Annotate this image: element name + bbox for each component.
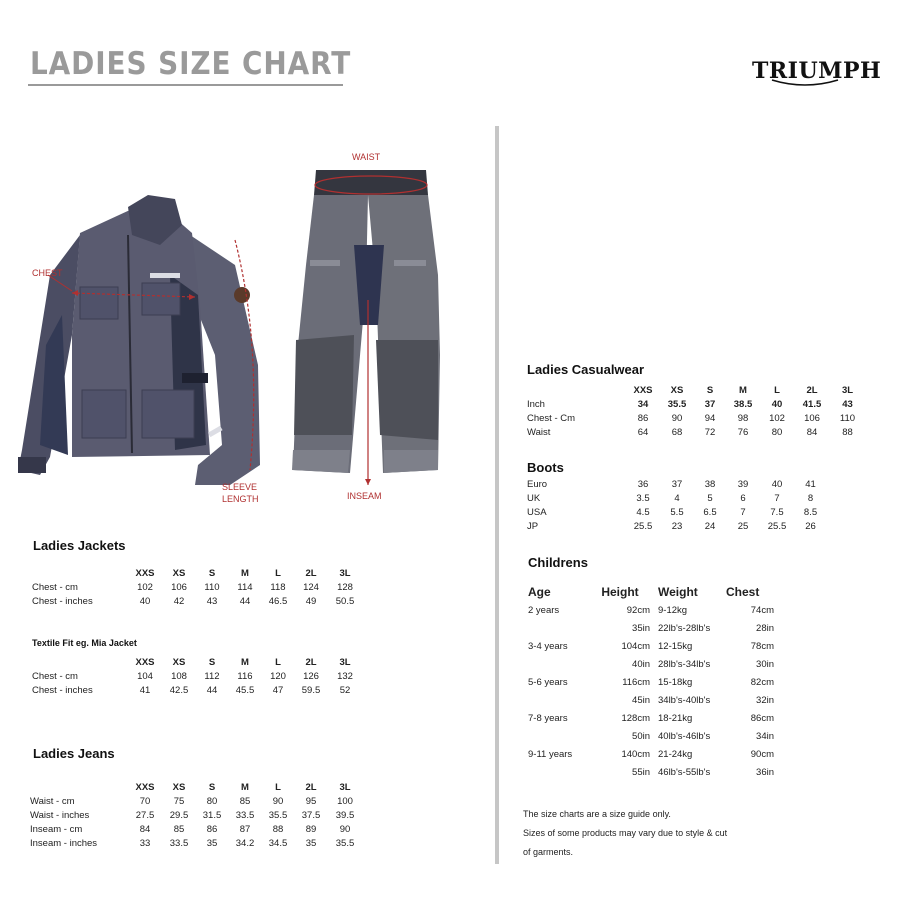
table-row [528,763,774,781]
table-header-row [30,780,362,794]
weight-kg-cell: 9-12kg [658,604,688,616]
chest-in-cell: 34in [756,730,774,742]
height-in-cell: 55in [632,766,650,778]
height-cm-cell: 140cm [621,748,650,760]
size-header: XS [670,384,684,396]
weight-kg-cell: 21-24kg [658,748,693,760]
weight-lb-cell: 28lb's-34lb's [658,658,711,670]
size-header: S [706,384,714,396]
size-header: 3L [339,781,351,793]
cell: 128 [337,581,353,593]
age-cell: 7-8 years [528,712,568,724]
cell: 86 [637,412,649,424]
cell: 42 [173,595,185,607]
table-row [527,491,827,505]
cell: 3.5 [636,492,650,504]
jacket-illustration [10,195,270,515]
size-header: XS [172,781,186,793]
size-header: 3L [841,384,854,396]
size-header: XS [172,567,186,579]
cell: 33.5 [169,837,189,849]
childrens-table [528,583,774,781]
size-header: S [208,781,216,793]
row-label: Waist - cm [30,795,75,807]
cell: 38.5 [733,398,753,410]
cell: 124 [303,581,319,593]
weight-lb-cell: 22lb's-28lb's [658,622,711,634]
pants-illustration [288,165,448,490]
cell: 112 [204,670,220,682]
cell: 33.5 [235,809,255,821]
cell: 132 [337,670,353,682]
cell: 88 [272,823,284,835]
table-header-row [528,583,774,601]
table-row [32,594,362,608]
cell: 35.5 [335,837,355,849]
table-header-row [527,383,865,397]
table-row [527,397,865,411]
cell: 43 [842,398,853,410]
cell: 37.5 [301,809,321,821]
table-row [528,637,774,655]
age-cell: 2 years [528,604,560,616]
cell: 70 [139,795,151,807]
cell: 52 [339,684,351,696]
size-header: XXS [633,384,653,396]
cell: 68 [671,426,683,438]
cell: 34.2 [235,837,255,849]
cell: 27.5 [135,809,155,821]
cell: 80 [206,795,218,807]
size-header: 2L [806,384,818,396]
chest-in-cell: 28in [756,622,774,634]
table-row [527,425,865,439]
weight-kg-cell: 18-21kg [658,712,693,724]
ladies-jackets-heading: Ladies Jackets [33,538,126,553]
cell: 88 [842,426,853,438]
row-label: Chest - inches [32,684,93,696]
table-row [30,822,362,836]
cell: 94 [704,412,716,424]
cell: 95 [305,795,317,807]
chest-in-cell: 30in [756,658,774,670]
childrens-heading: Childrens [528,555,588,570]
boots-table [527,477,827,533]
ladies-jeans-table [30,780,362,850]
chest-in-cell: 32in [756,694,774,706]
cell: 59.5 [301,684,321,696]
weight-kg-cell: 15-18kg [658,676,693,688]
cell: 5 [707,492,713,504]
size-header: XXS [135,781,155,793]
cell: 90 [339,823,351,835]
row-label: Chest - inches [32,595,93,607]
cell: 118 [270,581,286,593]
cell: 7 [774,492,780,504]
cell: 126 [303,670,319,682]
cell: 37 [704,398,716,410]
cell: 23 [671,520,683,532]
cell: 108 [171,670,187,682]
page-title: LADIES SIZE CHART [30,46,352,82]
weight-lb-cell: 40lb's-46lb's [658,730,711,742]
cell: 87 [239,823,251,835]
table-row [528,601,774,619]
chest-label: CHEST [32,268,63,278]
brand-logo: TRIUMPH [752,58,882,84]
cell: 4.5 [636,506,650,518]
chest-cm-cell: 86cm [750,712,774,724]
weight-lb-cell: 34lb's-40lb's [658,694,711,706]
table-row [528,655,774,673]
cell: 86 [206,823,218,835]
cell: 36 [637,478,649,490]
table-row [528,673,774,691]
cell: 76 [737,426,749,438]
cell: 35.5 [667,398,687,410]
cell: 38 [704,478,716,490]
height-in-cell: 40in [632,658,650,670]
cell: 90 [272,795,284,807]
boots-heading: Boots [527,460,564,475]
size-header: S [208,656,216,668]
size-header: L [275,567,281,579]
row-label: Inseam - inches [30,837,98,849]
size-header: 2L [305,781,317,793]
cell: 40 [771,398,783,410]
table-row [30,836,362,850]
cell: 72 [704,426,716,438]
cell: 5.5 [670,506,684,518]
size-header: XXS [135,567,155,579]
cell: 35 [305,837,317,849]
size-header: 3L [339,656,351,668]
chest-cm-cell: 82cm [750,676,774,688]
age-cell: 5-6 years [528,676,568,688]
cell: 6 [740,492,746,504]
height-cm-cell: 116cm [622,676,650,688]
height-in-cell: 35in [632,622,650,634]
cell: 34.5 [268,837,288,849]
cell: 8.5 [803,506,818,518]
chest-cm-cell: 90cm [750,748,774,760]
cell: 106 [171,581,187,593]
size-header: 2L [305,656,317,668]
height-in-cell: 50in [632,730,650,742]
cell: 102 [137,581,153,593]
size-header: XS [172,656,186,668]
row-label: Euro [527,478,548,490]
cell: 75 [173,795,185,807]
cell: 41 [805,478,816,490]
table-row [528,709,774,727]
chest-in-cell: 36in [756,766,774,778]
cell: 41 [139,684,151,696]
size-header: XXS [135,656,155,668]
cell: 89 [305,823,317,835]
cell: 47 [272,684,284,696]
cell: 24 [704,520,716,532]
column-divider [495,126,499,864]
cell: 26 [805,520,816,532]
cell: 34 [637,398,649,410]
cell: 42.5 [169,684,189,696]
size-header: M [241,656,249,668]
size-header: 3L [339,567,351,579]
note-line: Sizes of some products may vary due to style & cut [523,828,728,838]
inseam-label: INSEAM [347,491,382,501]
row-label: Waist [527,426,551,438]
table-row [528,619,774,637]
sleeve-length-label-line2: LENGTH [222,494,259,504]
age-header: Age [528,585,551,599]
cell: 50.5 [335,595,355,607]
ladies-jeans-heading: Ladies Jeans [33,746,115,761]
table-row [32,669,362,683]
size-header: L [774,384,780,396]
row-label: Chest - Cm [527,412,576,424]
note-line: The size charts are a size guide only. [523,809,671,819]
cell: 102 [769,412,785,424]
cell: 45.5 [235,684,255,696]
height-header: Height [601,585,639,599]
size-header: L [275,656,281,668]
table-row [30,794,362,808]
cell: 44 [206,684,218,696]
weight-lb-cell: 46lb's-55lb's [658,766,711,778]
cell: 84 [139,823,151,835]
sleeve-length-label-line1: SLEEVE [222,482,258,492]
row-label: USA [527,506,547,518]
cell: 25.5 [633,520,653,532]
cell: 116 [237,670,253,682]
cell: 29.5 [169,809,189,821]
cell: 98 [737,412,749,424]
cell: 114 [237,581,253,593]
cell: 39.5 [335,809,355,821]
chest-header: Chest [726,585,760,599]
cell: 25 [737,520,749,532]
cell: 120 [270,670,286,682]
table-row [527,411,865,425]
size-header: L [275,781,281,793]
table-row [527,519,827,533]
cell: 39 [737,478,749,490]
age-cell: 9-11 years [528,748,573,760]
cell: 31.5 [202,809,222,821]
cell: 80 [771,426,783,438]
table-header-row [32,566,362,580]
cell: 40 [771,478,783,490]
cell: 4 [674,492,680,504]
size-header: M [241,781,249,793]
table-row [30,808,362,822]
table-row [528,727,774,745]
row-label: Inch [527,398,545,410]
cell: 44 [239,595,251,607]
note-line: of garments. [523,847,574,857]
cell: 41.5 [802,398,822,410]
chest-cm-cell: 74cm [750,604,774,616]
cell: 85 [173,823,185,835]
size-header: M [739,384,747,396]
textile-fit-heading: Textile Fit eg. Mia Jacket [32,638,137,648]
brand-logo-arc [770,78,840,88]
cell: 35 [206,837,218,849]
ladies-casualwear-heading: Ladies Casualwear [527,362,645,377]
row-label: JP [527,520,539,532]
cell: 6.5 [703,506,717,518]
table-row [528,745,774,763]
cell: 106 [804,412,820,424]
row-label: Chest - cm [32,581,78,593]
row-label: Inseam - cm [30,823,83,835]
age-cell: 3-4 years [528,640,568,652]
height-in-cell: 45in [632,694,650,706]
chest-cm-cell: 78cm [750,640,774,652]
height-cm-cell: 128cm [621,712,650,724]
table-row [527,505,827,519]
ladies-casualwear-table [527,383,865,439]
row-label: UK [527,492,541,504]
cell: 40 [139,595,151,607]
cell: 64 [637,426,649,438]
cell: 25.5 [767,520,787,532]
cell: 49 [305,595,317,607]
size-header: 2L [305,567,317,579]
row-label: Waist - inches [30,809,90,821]
cell: 7 [740,506,746,518]
cell: 85 [239,795,251,807]
cell: 46.5 [268,595,288,607]
waist-label: WAIST [352,152,381,162]
cell: 100 [337,795,353,807]
size-header: M [241,567,249,579]
cell: 8 [807,492,814,504]
size-header: S [208,567,216,579]
size-guide-note [523,805,727,862]
table-header-row [32,655,362,669]
cell: 110 [204,581,220,593]
table-row [527,477,827,491]
cell: 33 [139,837,151,849]
cell: 37 [671,478,683,490]
table-row [528,691,774,709]
table-row [32,580,362,594]
cell: 110 [839,412,856,424]
cell: 84 [806,426,818,438]
cell: 7.5 [770,506,784,518]
title-underline [28,84,343,86]
cell: 90 [671,412,683,424]
ladies-jackets-table [32,566,362,608]
weight-kg-cell: 12-15kg [658,640,693,652]
textile-fit-table [32,655,362,697]
height-cm-cell: 104cm [621,640,650,652]
cell: 35.5 [268,809,288,821]
row-label: Chest - cm [32,670,78,682]
cell: 104 [137,670,153,682]
table-row [32,683,362,697]
cell: 43 [206,595,218,607]
weight-header: Weight [658,585,698,599]
height-cm-cell: 92cm [626,604,650,616]
